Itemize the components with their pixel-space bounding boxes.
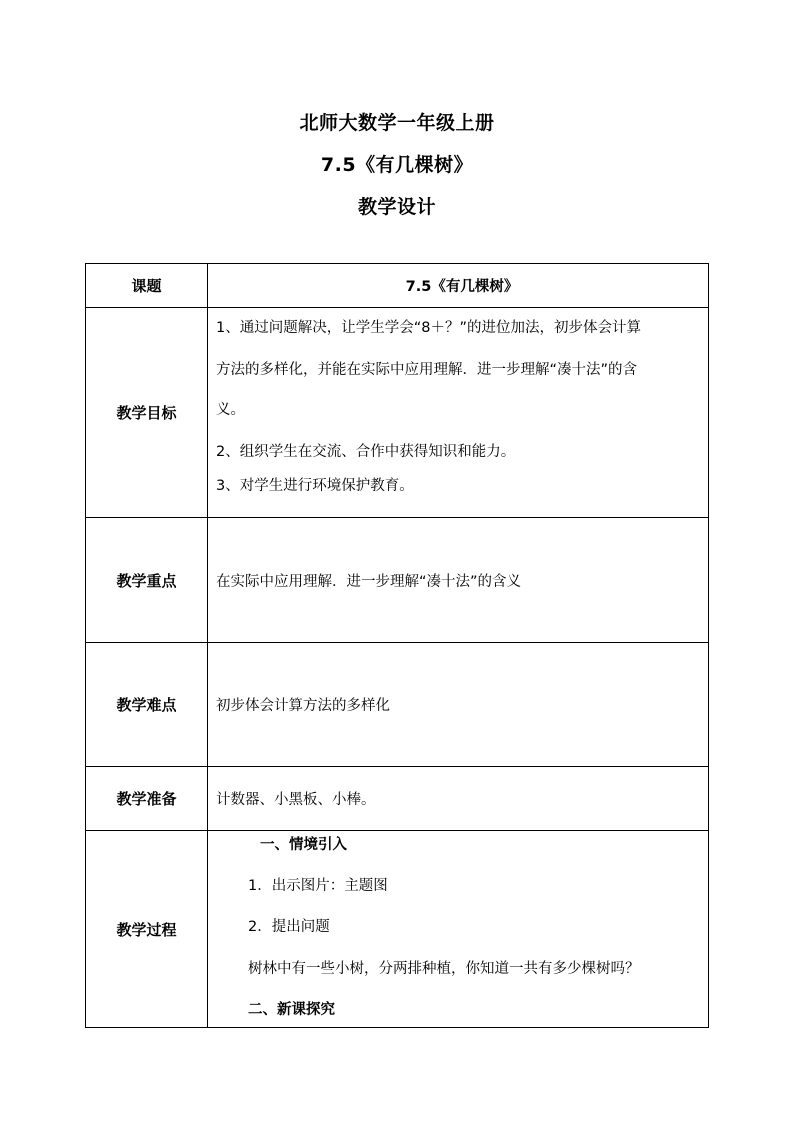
table-row-header: [86, 264, 709, 308]
process-step: 树林中有一些小树，分两排种植，你知道一共有多少棵树吗？: [248, 961, 640, 977]
header-value: 7.5《有几棵树》: [208, 264, 709, 308]
table-row-key-points: [86, 518, 709, 643]
header-label: 课题: [86, 264, 208, 308]
process-section-heading: 一、情境引入: [260, 837, 347, 853]
objectives-line: 义。: [216, 402, 245, 418]
difficulties-label: 教学难点: [86, 643, 208, 767]
table-row-preparation: [86, 767, 709, 831]
objectives-content: [208, 308, 709, 518]
preparation-text: 计数器、小黑板、小棒。: [208, 767, 709, 831]
key-points-text: 在实际中应用理解．进一步理解“凑十法”的含义: [208, 518, 709, 643]
objectives-line: 3、对学生进行环境保护教育。: [216, 478, 414, 494]
process-step: 2．提出问题: [248, 919, 330, 935]
objectives-line: 方法的多样化，并能在实际中应用理解．进一步理解“凑十法”的含: [216, 362, 638, 378]
document-heading: 教学设计: [357, 196, 436, 218]
process-step: 1．出示图片：主题图: [248, 878, 388, 894]
difficulties-text: 初步体会计算方法的多样化: [208, 643, 709, 767]
key-points-label: 教学重点: [86, 518, 208, 643]
table-row-objectives: [86, 308, 709, 518]
objectives-line: 1、通过问题解决，让学生学会“8＋？”的进位加法，初步体会计算: [216, 320, 641, 336]
table-row-difficulties: [86, 643, 709, 767]
process-label: 教学过程: [86, 831, 208, 1028]
preparation-label: 教学准备: [86, 767, 208, 831]
objectives-line: 2、组织学生在交流、合作中获得知识和能力。: [216, 444, 516, 460]
table-row-process: [86, 831, 709, 1028]
process-section-heading: 二、新课探究: [248, 1002, 335, 1018]
objectives-label: 教学目标: [86, 308, 208, 518]
document-subtitle: 7.5《有几棵树》: [320, 154, 474, 176]
document-title: 北师大数学一年级上册: [299, 112, 495, 134]
process-content: [208, 831, 709, 1028]
lesson-plan-table: [85, 263, 709, 1028]
